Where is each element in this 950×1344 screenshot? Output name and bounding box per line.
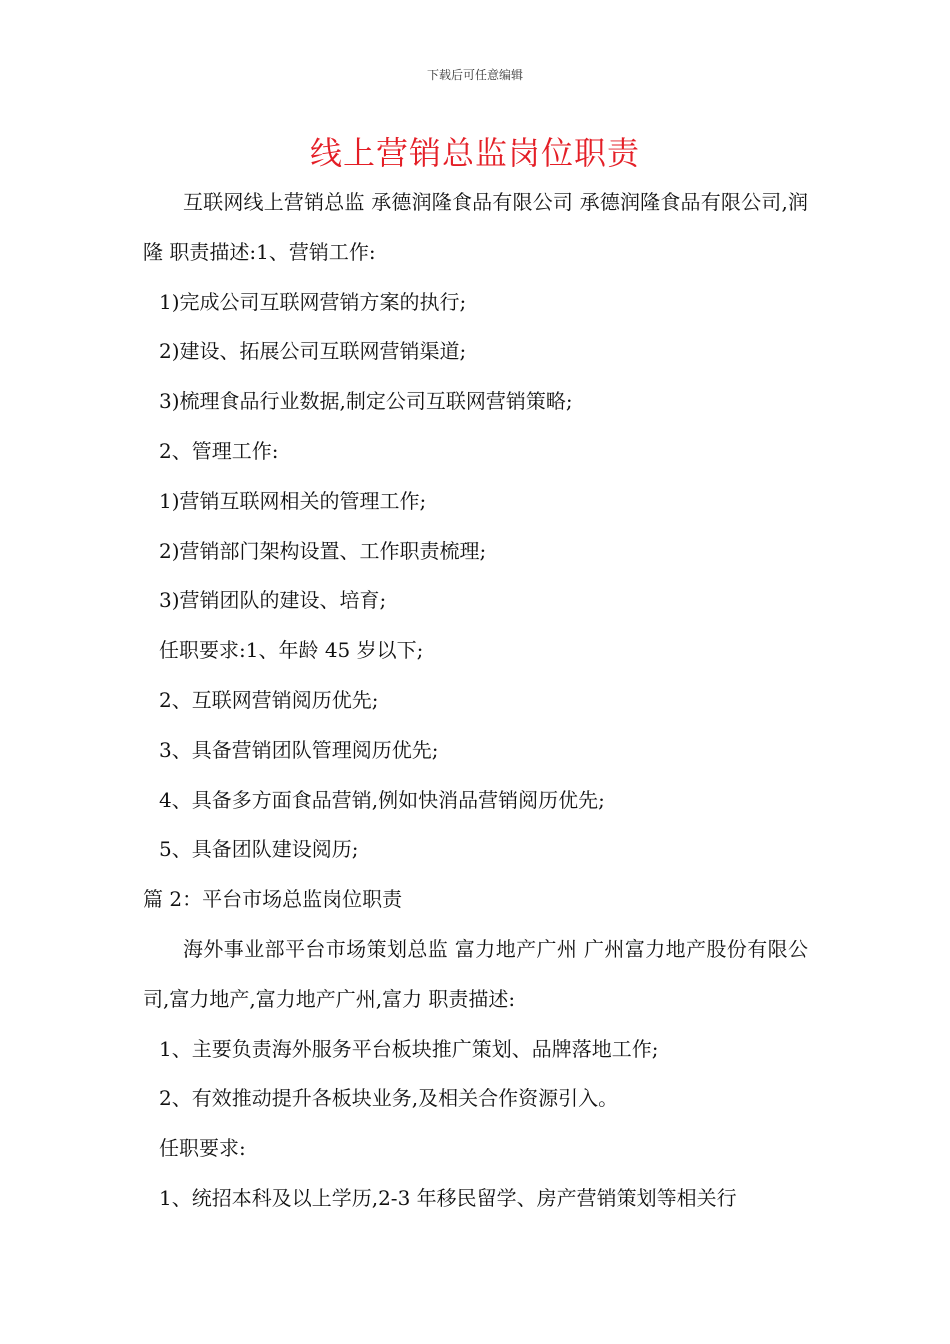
paragraph-requirements-3: 3、具备营销团队管理阅历优先; — [159, 737, 439, 762]
paragraph-duty-2-1: 1、主要负责海外服务平台板块推广策划、品牌落地工作; — [159, 1036, 659, 1061]
paragraph-duty-2-2: 2、有效推动提升各板块业务,及相关合作资源引入。 — [159, 1086, 619, 1111]
paragraph-management-3: 3)营销团队的建设、培育; — [159, 588, 387, 613]
paragraph-requirements-4: 4、具备多方面食品营销,例如快消品营销阅历优先; — [159, 787, 605, 812]
paragraph-requirements-2: 2、互联网营销阅历优先; — [159, 687, 379, 712]
paragraph-requirements-1: 任职要求:1、年龄 45 岁以下; — [159, 638, 424, 663]
document-title: 线上营销总监岗位职责 — [309, 134, 640, 172]
paragraph-duty-1: 1)完成公司互联网营销方案的执行; — [159, 289, 467, 314]
paragraph-requirements-5: 5、具备团队建设阅历; — [159, 837, 359, 862]
paragraph-management-2: 2)营销部门架构设置、工作职责梳理; — [159, 538, 487, 563]
paragraph-job-intro-2: 海外事业部平台市场策划总监 富力地产广州 广州富力地产股份有限公司,富力地产,富力地产广州,富力 职责描述: — [143, 936, 808, 1011]
paragraph-duty-2: 2)建设、拓展公司互联网营销渠道; — [159, 339, 467, 364]
paragraph-management-heading: 2、管理工作: — [159, 438, 279, 463]
paragraph-requirements-heading-2: 任职要求: — [159, 1136, 246, 1161]
document-body — [143, 178, 808, 1224]
paragraph-management-1: 1)营销互联网相关的管理工作; — [159, 488, 427, 513]
header-note: 下载后可任意编辑 — [426, 68, 523, 82]
paragraph-requirements-2-1: 1、统招本科及以上学历,2-3 年移民留学、房产营销策划等相关行 — [159, 1185, 737, 1210]
paragraph-duty-3: 3)梳理食品行业数据,制定公司互联网营销策略; — [159, 389, 573, 414]
section-heading-part-2: 篇 2：平台市场总监岗位职责 — [143, 887, 403, 912]
paragraph-job-intro: 互联网线上营销总监 承德润隆食品有限公司 承德润隆食品有限公司,润隆 职责描述:1、营销工作: — [143, 190, 808, 264]
